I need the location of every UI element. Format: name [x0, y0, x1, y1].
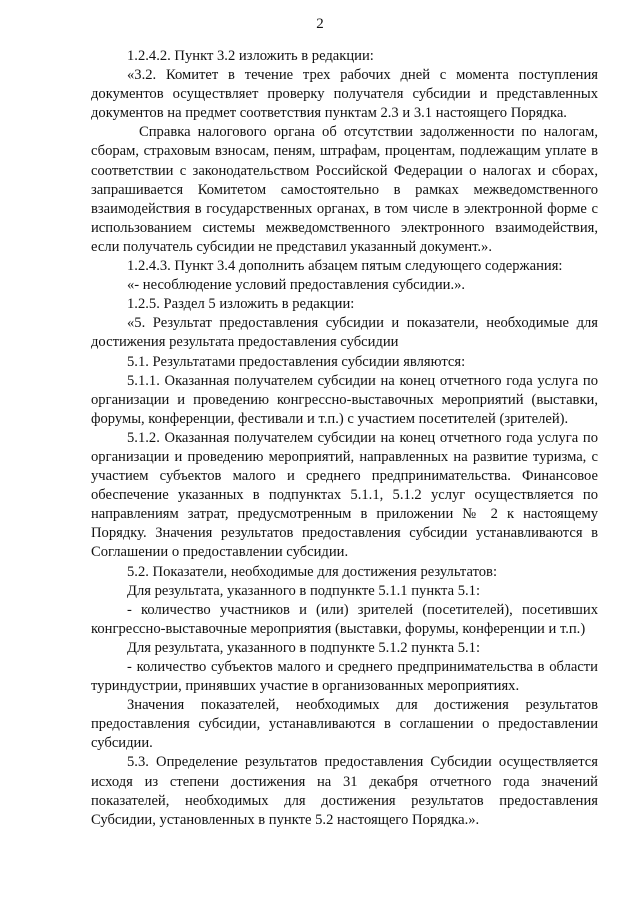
paragraph-1-2-4-3: 1.2.4.3. Пункт 3.4 дополнить абзацем пятым следующего содержания: — [127, 258, 563, 275]
paragraph-3-2: «3.2. Комитет в течение трех рабочих дней с момента поступления документов осуществляет проверку получателя субсидии и представленных документов на предмет соответствия пунктам 2.3 и 3.1 настоящего Порядка. — [91, 67, 598, 122]
paragraph-sme-count: - количество субъектов малого и среднего предпринимательства в области туриндустрии, принявших участие в организованных мероприятиях. — [91, 659, 598, 695]
paragraph-1-2-4-2: 1.2.4.2. Пункт 3.2 изложить в редакции: — [127, 48, 374, 64]
document-body — [91, 47, 598, 830]
page-number: 2 — [316, 16, 324, 32]
paragraph-5-1-1: 5.1.1. Оказанная получателем субсидии на конец отчетного года услуга по организации и проведению конгрессно-выставочных мероприятий (выставки, форумы, конференции, фестивали и т.п.) с участием посетителей (зрителей). — [91, 372, 598, 427]
paragraph-nonobservance: «- несоблюдение условий предоставления субсидии.». — [127, 277, 466, 294]
paragraph-indicator-values: Значения показателей, необходимых для достижения результатов предоставления субсидии, устанавливаются в соглашении о предоставлении субсидии. — [91, 697, 598, 752]
paragraph-section-5-title: «5. Результат предоставления субсидии и показатели, необходимые для достижения результата предоставления субсидии — [91, 315, 598, 351]
paragraph-5-3: 5.3. Определение результатов предоставления Субсидии осуществляется исходя из степени достижения на 31 декабря отчетного года значений показателей, необходимых для достижения результатов предоставления Субсидии, установленных в пункте 5.2 настоящего Порядка.». — [91, 754, 598, 828]
paragraph-5-1: 5.1. Результатами предоставления субсидии являются: — [127, 353, 466, 370]
paragraph-participants-count: - количество участников и (или) зрителей (посетителей), посетивших конгрессно-выставочные мероприятия (выставки, форумы, конференции и т.п.) — [91, 601, 598, 637]
paragraph-result-5-1-1: Для результата, указанного в подпункте 5.1.1 пункта 5.1: — [127, 582, 480, 599]
paragraph-result-5-1-2: Для результата, указанного в подпункте 5.1.2 пункта 5.1: — [127, 639, 480, 656]
paragraph-5-2: 5.2. Показатели, необходимые для достижения результатов: — [127, 563, 498, 580]
paragraph-5-1-2: 5.1.2. Оказанная получателем субсидии на конец отчетного года услуга по организации и проведению мероприятий, направленных на развитие туризма, с участием субъектов малого и среднего предпринимательства. Финансовое обеспечение указанных в подпунктах 5.1.1, 5.1.2 услуг осуществляется по направлениям затрат, предусмотренным в приложении № 2 к настоящему Порядку. Значения результатов предоставления субсидии устанавливаются в Соглашении о предоставлении субсидии. — [91, 429, 598, 561]
paragraph-1-2-5: 1.2.5. Раздел 5 изложить в редакции: — [127, 296, 355, 313]
paragraph-tax-certificate: Справка налогового органа об отсутствии задолженности по налогам, сборам, страховым взносам, пеням, штрафам, процентам, подлежащим уплате в соответствии с законодательством Российской Федерации о налогах и сборах, запрашивается Комитетом самостоятельно в рамках межведомственного взаимодействия в государственных органах, в том числе в электронной форме с использованием системы межведомственного электронного взаимодействия, если получатель субсидии не представил указанный документ.». — [91, 124, 598, 255]
